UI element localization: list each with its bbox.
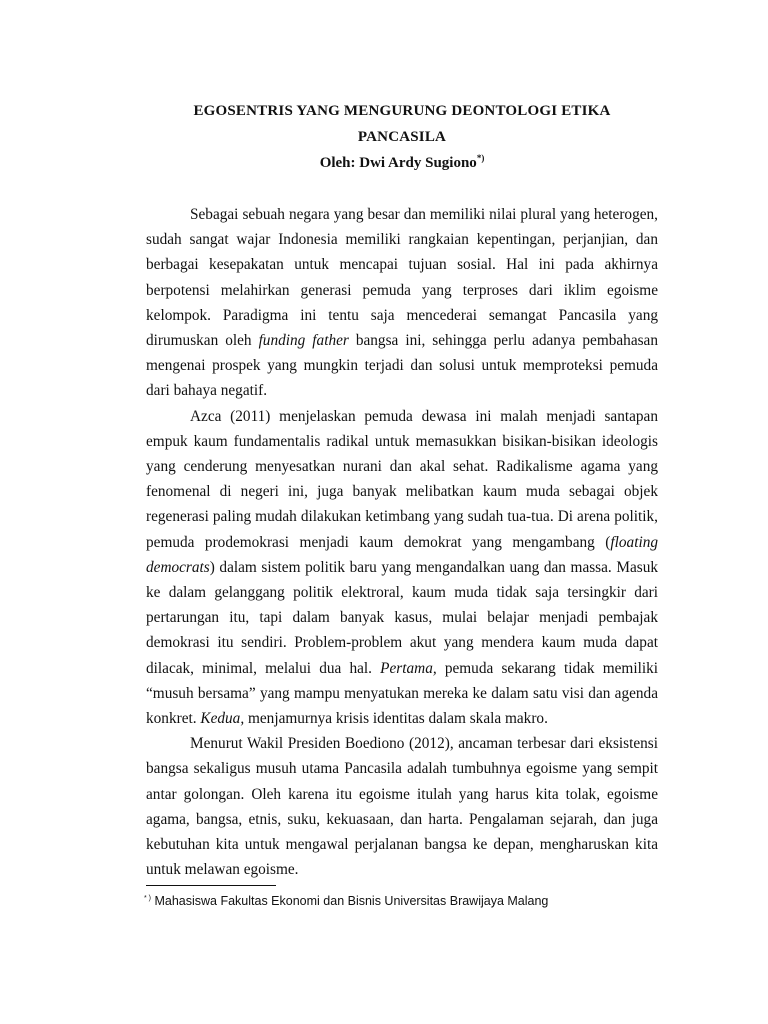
paragraph-text: Azca (2011) menjelaskan pemuda dewasa ini malah menjadi santapan empuk kaum fundamentalis radikal untuk memasukkan bisikan-bisikan ideologis yang cenderung menyesatkan nurani dan akal sehat. Radikalisme agama yang fenomenal di negeri ini, juga banyak melibatkan kaum muda sebagai objek regenerasi paling mudah dilakukan ketimbang yang sudah tua-tua. Di arena politik, pemuda prodemokrasi menjadi kaum demokrat yang mengambang ( (146, 407, 658, 551)
footnote-mark: * ) (144, 895, 151, 902)
italic-term: Kedua, (200, 710, 245, 728)
body-text (146, 202, 658, 882)
paragraph (146, 731, 658, 882)
footnote-text: Mahasiswa Fakultas Ekonomi dan Bisnis Universitas Brawijaya Malang (151, 894, 549, 909)
paragraph (146, 202, 658, 404)
paragraph-text: Menurut Wakil Presiden Boediono (2012), ancaman terbesar dari eksistensi bangsa sekaligus musuh utama Pancasila adalah tumbuhnya egoisme yang sempit antar golongan. Oleh karena itu egoisme itulah yang harus kita tolak, egoisme agama, bangsa, etnis, suku, kekuasaan, dan harta. Pengalaman sejarah, dan juga kebutuhan kita untuk mengawal perjalanan bangsa ke depan, mengharuskan kita untuk melawan egoisme. (146, 735, 658, 879)
author-footnote-mark: *) (476, 153, 485, 163)
paragraph-text: Sebagai sebuah negara yang besar dan memiliki nilai plural yang heterogen, sudah sangat wajar Indonesia memiliki rangkaian kepentingan, perjanjian, dan berbagai kesepakatan untuk mencapai tujuan sosial. Hal ini pada akhirnya berpotensi melahirkan generasi pemuda yang terproses dari iklim egoisme kelompok. Paradigma ini tentu saja mencederai semangat Pancasila yang dirumuskan oleh (146, 206, 658, 350)
paragraph (146, 404, 658, 732)
paragraph-text: ) dalam sistem politik baru yang mengandalkan uang dan massa. Masuk ke dalam gelanggang politik elektroral, kaum muda tidak saja tersingkir dari pertarungan itu, tapi dalam banyak kasus, mulai belajar menjadi pembajak demokrasi itu sendiri. Problem-problem akut yang mendera kaum muda dapat dilacak, minimal, melalui dua hal. (146, 558, 658, 677)
italic-term: floating democrats (146, 533, 658, 576)
title-line-1: EGOSENTRIS YANG MENGURUNG DEONTOLOGI ETIKA (193, 103, 611, 119)
footnote (144, 889, 704, 911)
paragraph-text: menjamurnya krisis identitas dalam skala makro. (244, 710, 548, 728)
italic-term: funding father (258, 332, 349, 350)
footnote-separator (146, 885, 276, 886)
author-line (146, 153, 658, 172)
paragraph-text: pemuda sekarang tidak memiliki “musuh bersama” yang mampu menyatukan mereka ke dalam satu visi dan agenda konkret. (146, 659, 658, 728)
author-name: Oleh: Dwi Ardy Sugiono (319, 155, 477, 171)
title-line-2: PANCASILA (357, 129, 447, 145)
paragraph-text: bangsa ini, sehingga perlu adanya pembahasan mengenai prospek yang mungkin terjadi dan solusi untuk memproteksi pemuda dari bahaya negatif. (146, 332, 658, 400)
italic-term: Pertama, (380, 659, 437, 677)
